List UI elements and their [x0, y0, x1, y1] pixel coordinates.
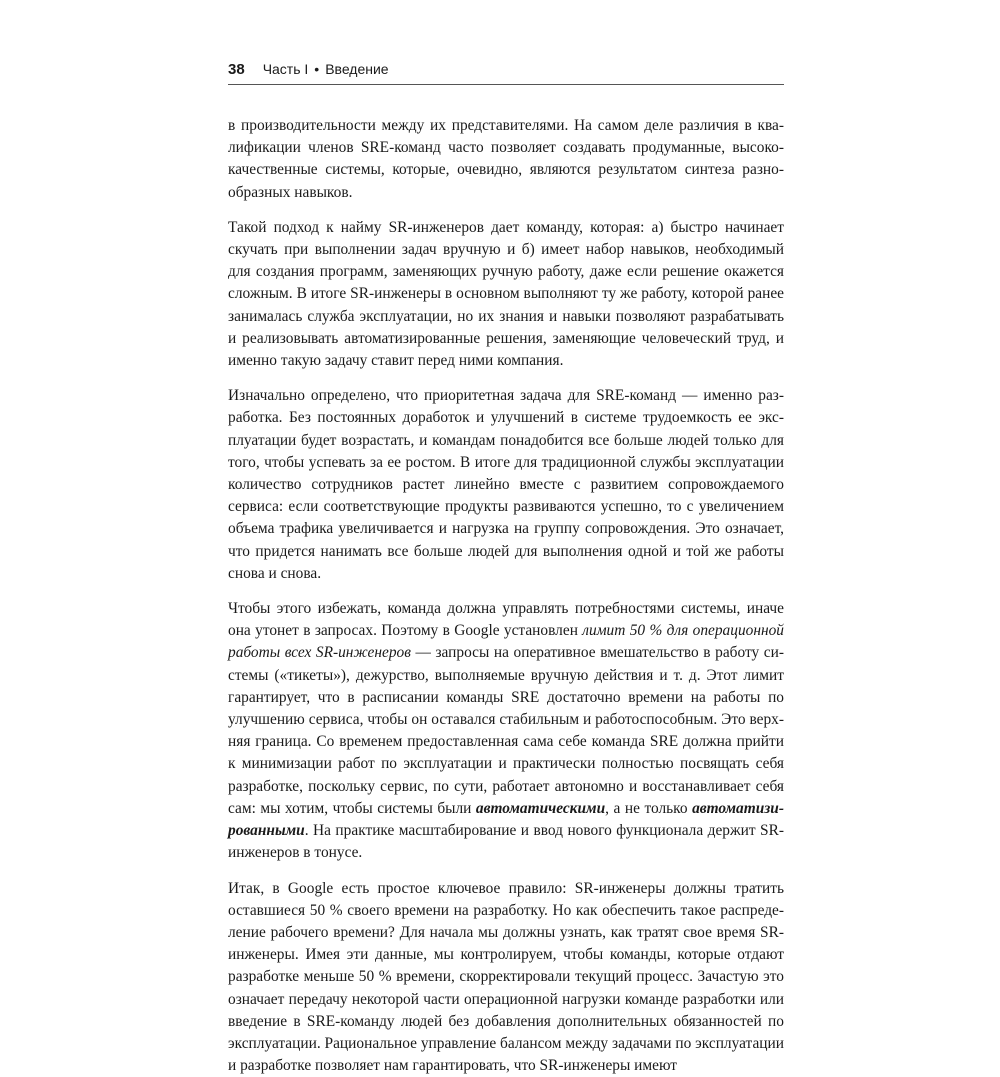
running-header [228, 58, 784, 82]
emphasized-term-limit: лимит 50 % для операционной работы всех SR-инженеров [228, 622, 784, 661]
page-body [228, 115, 784, 1077]
paragraph [228, 385, 784, 585]
header-bullet: • [314, 61, 319, 77]
chapter-title: Введение [325, 61, 388, 77]
text-run: Изначально определено, что приоритетная задача для SRE-команд — именно разработка. Без постоянных доработок и улучшений в системе трудоемкость ее эксплуатации будет возрастать, и командам понадобится все больше людей только для того, чтобы успевать за ее ростом. В итоге для традиционной службы эксплуатации количество сотрудников растет линейно вместе с развитием сопровождаемого сервиса: если соответствующие продукты развиваются успешно, то с увеличением объема трафика увеличивается и нагрузка на группу сопровождения. Это означает, что придется нанимать все больше людей для выполнения одной и той же работы снова и снова. [228, 387, 784, 582]
emphasized-term-automatic: автоматическими [476, 800, 605, 817]
text-run: Чтобы этого избежать, команда должна управлять потребностями системы, иначе она утонет в запросах. Поэтому в Google установлен [228, 600, 784, 639]
paragraph [228, 878, 784, 1077]
paragraph [228, 598, 784, 864]
text-run: . На практике масштабирование и ввод нового функционала держит SR-инженеров в тонусе. [228, 822, 784, 861]
text-run: Такой подход к найму SR-инженеров дает команду, которая: а) быстро начинает скучать при выполнении задач вручную и б) имеет набор навыков, необходимый для создания программ, заменяющих ручную работу, даже если решение окажется сложным. В итоге SR-инженеры в основном выполняют ту же работу, которой ранее занималась служба эксплуатации, но их знания и навыки позволяют разрабатывать и реализовывать автоматизированные решения, заменяющие человеческий труд, и именно такую задачу ставит перед ними компания. [228, 219, 784, 369]
text-run: — запросы на оперативное вмешательство в работу системы («тикеты»), дежурство, выполняемые вручную действия и т. д. Этот лимит гарантирует, что в расписании команды SRE достаточно времени на работы по улучшению сервиса, чтобы он оставался стабильным и работоспособным. Это верхняя граница. Со временем предоставленная сама себе команда SRE должна прийти к минимизации работ по эксплуатации и практически полностью посвящать себя разработке, поскольку сервис, по сути, работает автономно и восстанавливает себя сам: мы хотим, чтобы системы были [228, 644, 784, 816]
paragraph [228, 217, 784, 372]
text-run: в производительности между их представителями. На самом деле различия в квалификации членов SRE-команд часто позволяет создавать продуманные, высококачественные системы, которые, очевидно, являются результатом синтеза разнообразных навыков. [228, 117, 784, 201]
header-divider [228, 84, 784, 85]
emphasized-term-automated: автоматизированными [228, 800, 784, 839]
paragraph [228, 115, 784, 204]
page-number: 38 [228, 61, 245, 78]
text-run: , а не только [605, 800, 692, 817]
part-title: Часть I [263, 61, 309, 77]
text-run: Итак, в Google есть простое ключевое правило: SR-инженеры должны тратить оставшиеся 50 % своего времени на разработку. Но как обеспечить такое распределение рабочего времени? Для начала мы должны узнать, как тратят свое время SR-инженеры. Имея эти данные, мы контролируем, чтобы команды, которые отдают разработке меньше 50 % времени, скорректировали текущий процесс. Зачастую это означает передачу некоторой части операционной нагрузки команде разработки или введение в SRE-команду людей без добавления дополнительных обязанностей по эксплуатации. Рациональное управление балансом между задачами по эксплуатации и разработке позволяет нам гарантировать, что SR-инженеры имеют [228, 880, 784, 1075]
